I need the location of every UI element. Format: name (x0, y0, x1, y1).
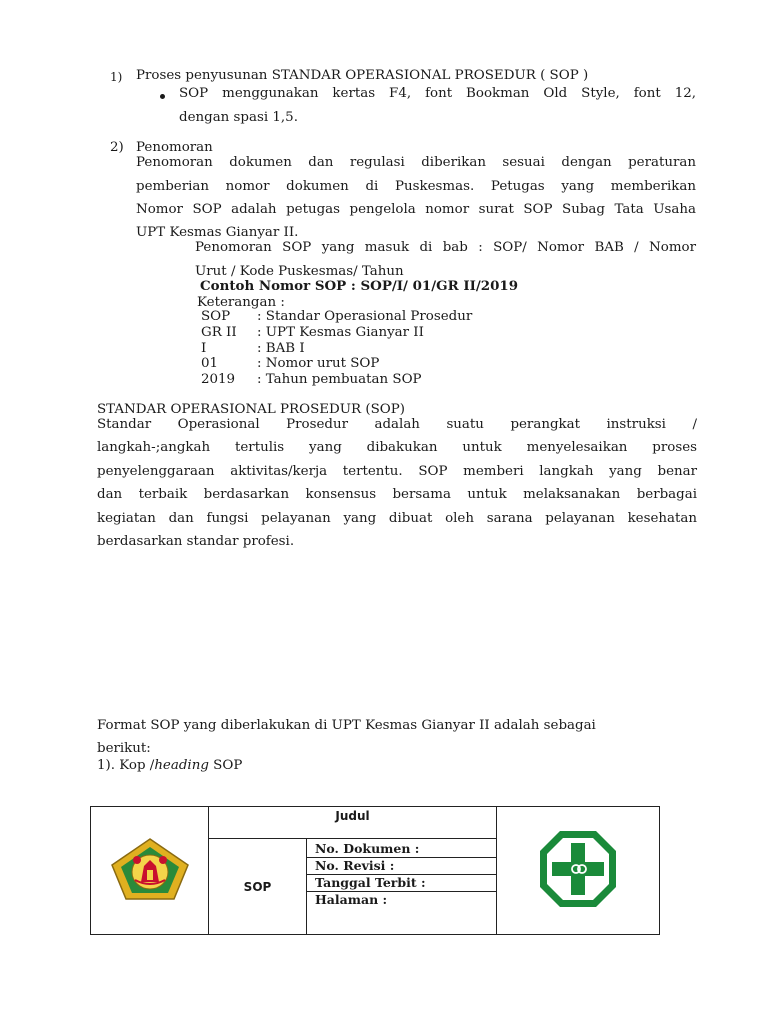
section1-number: 1) (110, 70, 123, 84)
keterangan-key: SOP (201, 309, 231, 324)
section2-para-line4: UPT Kesmas Gianyar II. (136, 225, 299, 240)
keterangan-key: I (201, 341, 207, 356)
section2-number: 2) (110, 140, 124, 155)
kop-meta-cell (307, 839, 497, 935)
section1-bullet-line2: dengan spasi 1,5. (179, 110, 298, 125)
section2-para-line2: pemberian nomor dokumen di Puskesmas. Petugas yang memberikan (136, 179, 696, 194)
kop-meta-halaman: Halaman : (315, 892, 388, 907)
section2-para-line3: Nomor SOP adalah petugas pengelola nomor surat SOP Subag Tata Usaha (136, 202, 696, 217)
kop-heading-table (90, 806, 660, 935)
bali-emblem-cell (91, 807, 209, 935)
numbering-format-line1: Penomoran SOP yang masuk di bab : SOP/ Nomor BAB / Nomor (195, 240, 696, 255)
section1-title: Proses penyusunan STANDAR OPERASIONAL PROSEDUR ( SOP ) (136, 68, 589, 83)
keterangan-value: : Tahun pembuatan SOP (257, 372, 422, 387)
section3-line4: dan terbaik berdasarkan konsensus bersama untuk melaksanakan berbagai (97, 487, 697, 502)
section3-line1: Standar Operasional Prosedur adalah suatu perangkat instruksi / (97, 417, 697, 432)
keterangan-key: GR II (201, 325, 237, 340)
format-intro-line1: Format SOP yang diberlakukan di UPT Kesmas Gianyar II adalah sebagai (97, 718, 596, 733)
bali-emblem-icon (108, 836, 192, 902)
keterangan-value: : Nomor urut SOP (257, 356, 380, 371)
section3-line3: penyelenggaraan aktivitas/kerja tertentu. SOP memberi langkah yang benar (97, 464, 697, 479)
section2-title: Penomoran (136, 140, 213, 155)
numbering-example: Contoh Nomor SOP : SOP/I/ 01/GR II/2019 (200, 278, 519, 294)
format-item-heading (97, 758, 242, 773)
kop-meta-tanggal-terbit: Tanggal Terbit : (307, 875, 496, 892)
kop-sop-label: SOP (209, 839, 307, 935)
kop-judul: Judul (209, 807, 497, 839)
section3-line2: langkah-;angkah tertulis yang dibakukan untuk menyelesaikan proses (97, 440, 697, 455)
section3-title: STANDAR OPERASIONAL PROSEDUR (SOP) (97, 402, 405, 417)
format-item-suffix: SOP (208, 758, 243, 773)
keterangan-value: : BAB I (257, 341, 305, 356)
puskesmas-logo-icon (538, 829, 618, 909)
format-intro-line2: berikut: (97, 741, 151, 756)
section2-para-line1: Penomoran dokumen dan regulasi diberikan sesuai dengan peraturan (136, 155, 696, 170)
bullet-icon (160, 94, 165, 99)
keterangan-title: Keterangan : (197, 295, 285, 310)
numbering-format-line2: Urut / Kode Puskesmas/ Tahun (195, 264, 404, 279)
format-item-italic: heading (154, 758, 209, 773)
keterangan-key: 01 (201, 356, 219, 371)
keterangan-value: : UPT Kesmas Gianyar II (257, 325, 424, 340)
keterangan-value: : Standar Operasional Prosedur (257, 309, 473, 324)
kop-meta-no-dokumen: No. Dokumen : (307, 841, 496, 858)
puskesmas-logo-cell (497, 807, 660, 935)
section3-line5: kegiatan dan fungsi pelayanan yang dibuat oleh sarana pelayanan kesehatan (97, 511, 697, 526)
section3-line6: berdasarkan standar profesi. (97, 534, 295, 549)
keterangan-key: 2019 (201, 372, 236, 387)
section1-bullet-line1: SOP menggunakan kertas F4, font Bookman Old Style, font 12, (179, 86, 696, 101)
kop-meta-no-revisi: No. Revisi : (307, 858, 496, 875)
format-item-prefix: 1). Kop / (97, 758, 155, 773)
